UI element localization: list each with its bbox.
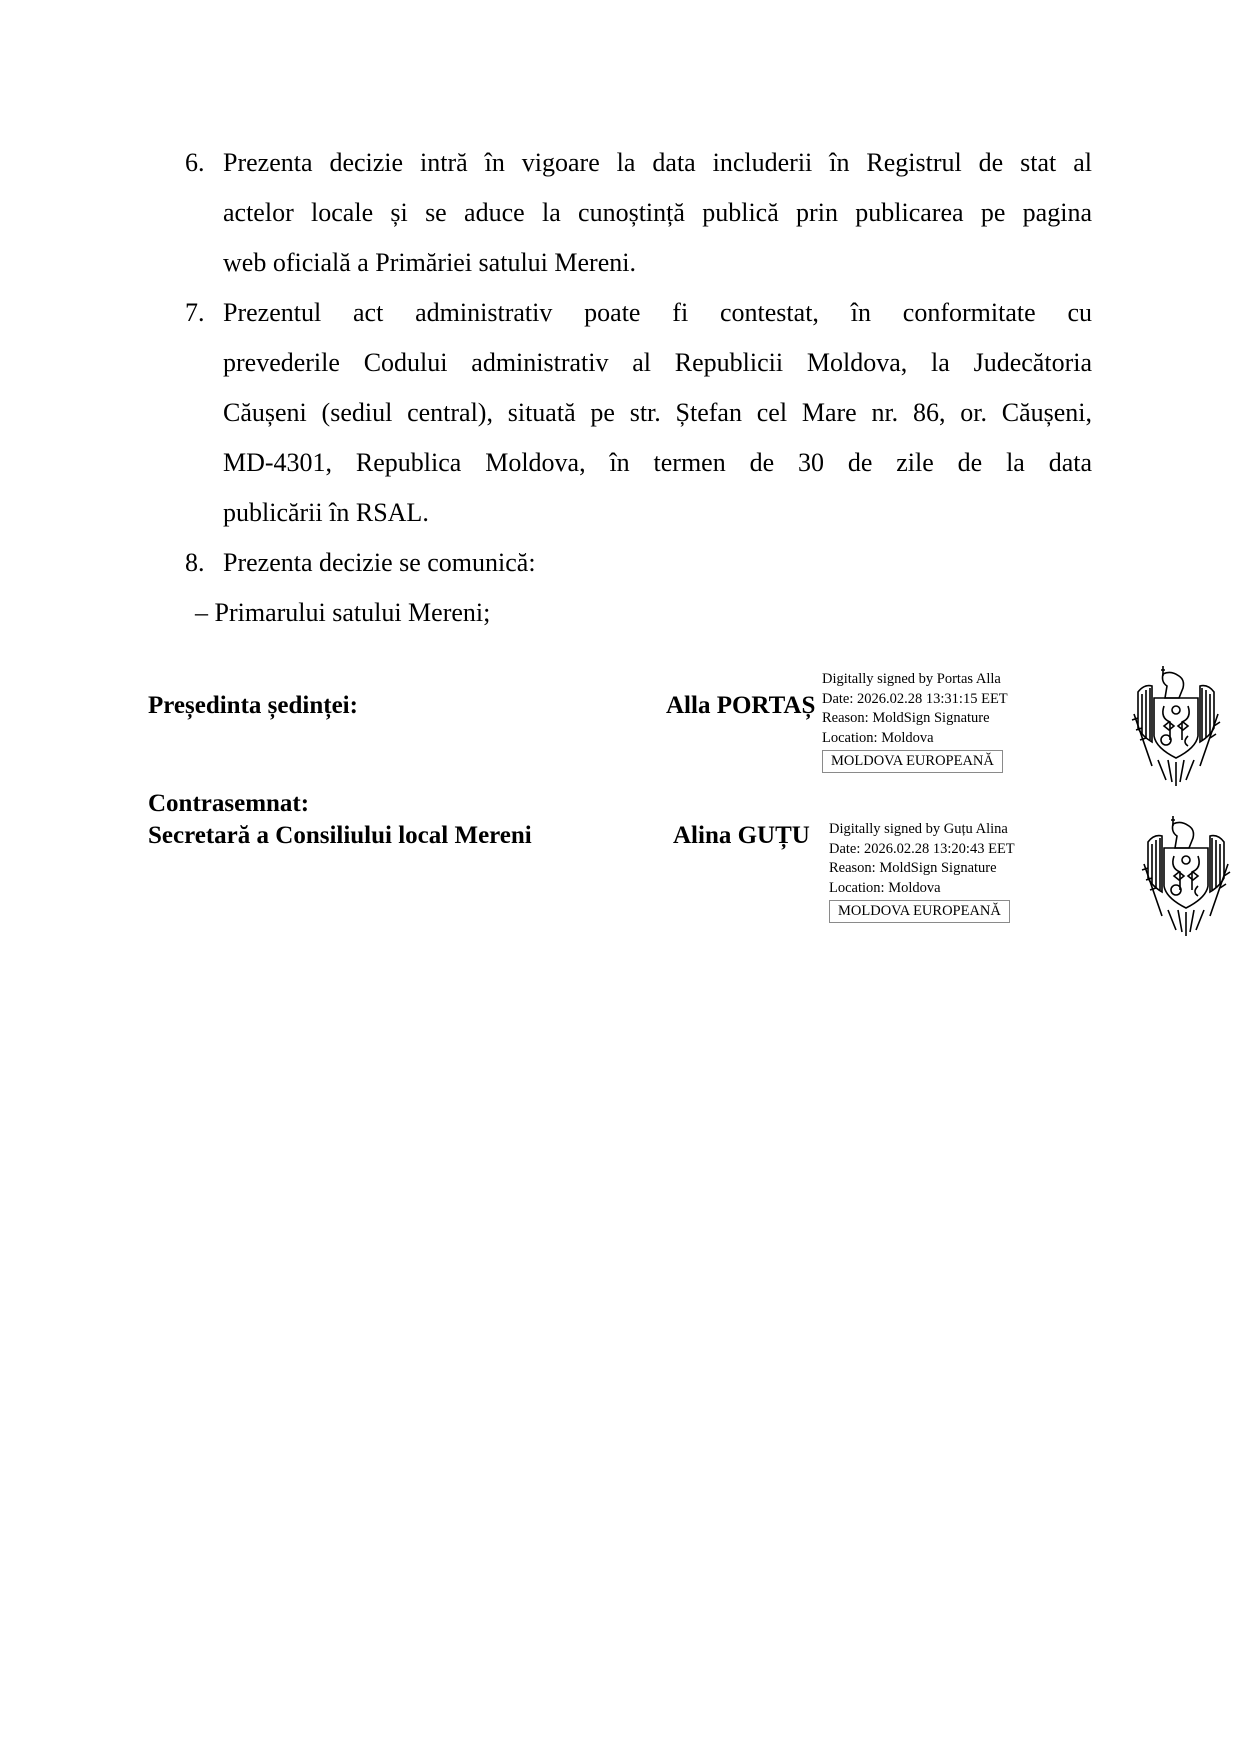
item-number: 7. — [185, 298, 205, 327]
list-item-6 — [185, 138, 1092, 288]
coat-of-arms-icon — [1138, 814, 1234, 938]
signature-date: Date: 2026.02.28 13:31:15 EET — [822, 690, 1008, 707]
item-line: prevederile Codului administrativ al Republicii Moldova, la Judecătoria — [223, 348, 1092, 377]
item-line: web oficială a Primăriei satului Mereni. — [223, 248, 636, 277]
item-line: publicării în RSAL. — [223, 498, 429, 527]
item-line: Prezenta decizie se comunică: — [223, 548, 536, 577]
signature-role: Președinta ședinței: — [148, 692, 358, 719]
recipient-item: – Primarului satului Mereni; — [195, 598, 491, 627]
item-line: Prezentul act administrativ poate fi contestat, în conformitate cu — [223, 298, 1092, 327]
digital-signature-block — [822, 670, 1008, 773]
signature-stamp: MOLDOVA EUROPEANĂ — [822, 750, 1003, 773]
list-item-8 — [185, 538, 1092, 588]
countersigned-label: Contrasemnat: — [148, 790, 310, 817]
signature-name: Alina GUȚU — [673, 822, 810, 849]
signed-by: Digitally signed by Guțu Alina — [829, 821, 1008, 837]
signature-reason: Reason: MoldSign Signature — [822, 710, 990, 726]
signature-location: Location: Moldova — [822, 729, 934, 746]
signature-location: Location: Moldova — [829, 879, 941, 896]
coat-of-arms-icon — [1128, 664, 1224, 788]
item-line: Prezenta decizie intră în vigoare la data includerii în Registrul de stat al — [223, 148, 1092, 177]
signed-by: Digitally signed by Portas Alla — [822, 671, 1001, 687]
item-line: MD-4301, Republica Moldova, în termen de 30 de zile de la data — [223, 448, 1092, 477]
signature-reason: Reason: MoldSign Signature — [829, 860, 997, 876]
item-line: Căușeni (sediul central), situată pe str. Ștefan cel Mare nr. 86, or. Căușeni, — [223, 398, 1092, 427]
item-line: actelor locale și se aduce la cunoștință publică prin publicarea pe pagina — [223, 198, 1092, 227]
signature-role: Secretară a Consiliului local Mereni — [148, 822, 532, 849]
signature-date: Date: 2026.02.28 13:20:43 EET — [829, 840, 1015, 857]
digital-signature-block — [829, 820, 1015, 923]
signature-name: Alla PORTAȘ — [666, 692, 816, 719]
item-number: 6. — [185, 148, 205, 177]
item-number: 8. — [185, 548, 205, 577]
signature-stamp: MOLDOVA EUROPEANĂ — [829, 900, 1010, 923]
list-item-7 — [185, 288, 1092, 538]
